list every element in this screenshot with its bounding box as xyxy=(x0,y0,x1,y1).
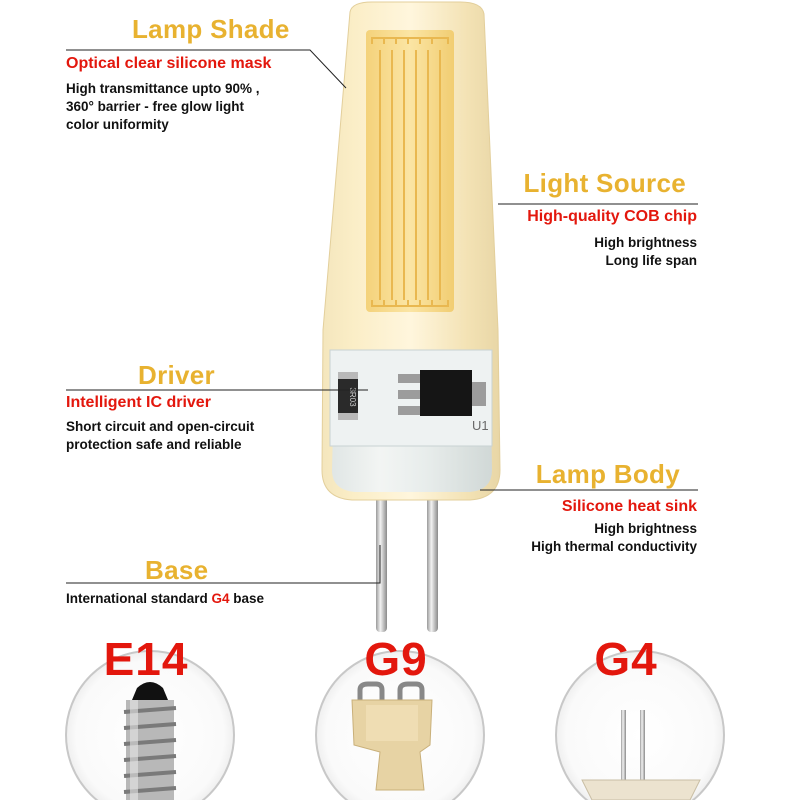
driver-subtitle: Intelligent IC driver xyxy=(66,394,211,411)
resistor-code: 3R03 xyxy=(348,387,357,407)
lamp-body-line: High brightness xyxy=(594,521,697,536)
lamp-shade-line: 360° barrier - free glow light xyxy=(66,99,244,114)
light-source-subtitle: High-quality COB chip xyxy=(527,208,697,225)
bulb-pin-right xyxy=(427,490,438,632)
light-source-line: High brightness xyxy=(594,235,697,250)
lamp-shade-subtitle: Optical clear silicone mask xyxy=(66,55,272,72)
driver-line: protection safe and reliable xyxy=(66,437,242,452)
g9-label: G9 xyxy=(364,633,428,685)
light-source-line: Long life span xyxy=(605,253,697,268)
lamp-shade-line: High transmittance upto 90% , xyxy=(66,81,260,96)
ic-driver-chip xyxy=(420,370,472,416)
base-description xyxy=(66,590,264,608)
light-source-description xyxy=(594,234,697,270)
e14-label: E14 xyxy=(103,633,189,685)
base-line-prefix: International standard xyxy=(66,591,212,606)
driver-description xyxy=(66,418,254,454)
base-title: Base xyxy=(145,555,209,585)
base-line-suffix: base xyxy=(229,591,265,606)
lamp-shade-description xyxy=(66,80,260,134)
lamp-body-subtitle: Silicone heat sink xyxy=(561,498,697,515)
lamp-shade-line: color uniformity xyxy=(66,117,169,132)
driver-line: Short circuit and open-circuit xyxy=(66,419,255,434)
driver-title: Driver xyxy=(138,360,215,390)
chip-label: U1 xyxy=(472,418,489,433)
bulb-pin-left xyxy=(376,490,387,632)
g4-label: G4 xyxy=(594,633,658,685)
lamp-body-line: High thermal conductivity xyxy=(531,539,697,554)
base-line-highlight: G4 xyxy=(211,591,230,606)
lamp-shade-title: Lamp Shade xyxy=(132,14,290,44)
lamp-body-title: Lamp Body xyxy=(535,459,680,489)
light-source-title: Light Source xyxy=(523,168,686,198)
lamp-body-description xyxy=(531,520,697,556)
